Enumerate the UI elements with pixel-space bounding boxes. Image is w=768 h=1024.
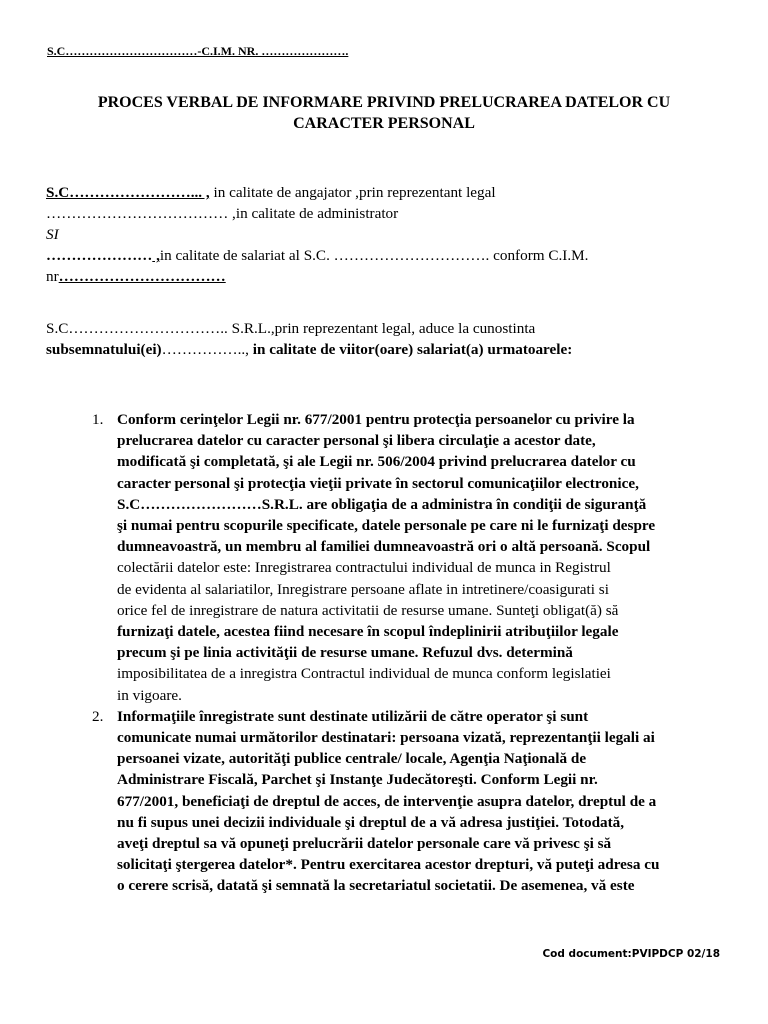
item1-line: imposibilitatea de a inregistra Contractul individual de munca conform legislatiei	[117, 665, 611, 683]
item1-line: modificată şi completată, şi ale Legii nr. 506/2004 privind prelucrarea datelor cu	[117, 453, 636, 471]
employer-sc: S.C……………………... ,	[46, 184, 210, 201]
employee-dots: …………………	[46, 247, 153, 264]
item2-line: Administrare Fiscală, Parchet şi Instanţe Judecătoreşti. Conform Legii nr.	[117, 771, 598, 789]
item1-line: de evidenta al salariatilor, Inregistrare persoane aflate in intretinere/coasigurati si	[117, 580, 609, 598]
item1-line: orice fel de inregistrare de natura activitatii de resurse umane. Sunteţi obligat(ă) să	[117, 601, 619, 619]
item1-line: prelucrarea datelor cu caracter personal şi libera circulaţie a acestor date,	[117, 432, 596, 450]
employee-role: in calitate de salariat al S.C. …………………………. conform C.I.M.	[159, 247, 589, 264]
intro-block	[46, 318, 726, 360]
title-line-2: CARACTER PERSONAL	[293, 115, 475, 132]
item2-line: aveţi dreptul sa vă opuneţi prelucrării datelor personale care vă privesc şi să	[117, 835, 612, 853]
item2-line: solicitaţi ştergerea datelor*. Pentru exercitarea acestor drepturi, vă puteţi adresa cu	[117, 856, 660, 874]
item1-line: precum şi pe linia activităţii de resurse umane. Refuzul dvs. determină	[117, 644, 573, 662]
item2-line: comunicate numai următorilor destinatari: persoana vizată, reprezentanţii legali ai	[117, 729, 655, 747]
nr-label: nr	[46, 268, 59, 285]
item2-line: 677/2001, beneficiaţi de dreptul de acces, de intervenţie asupra datelor, dreptul de a	[117, 792, 657, 810]
administrator-line: ……………………………… ,in calitate de administrator	[46, 205, 399, 222]
document-code: Cod document:PVIPDCP 02/18	[542, 948, 720, 960]
list-item-1	[92, 409, 732, 706]
intro-line-1: S.C………………………….. S.R.L.,prin reprezentant legal, aduce la cunostinta	[46, 320, 536, 337]
intro-line-2: subsemnatului(ei)…………….., in calitate de viitor(oare) salariat(a) urmatoarele:	[46, 341, 573, 358]
item1-line: caracter personal şi protecţia vieţii private în sectorul comunicaţiilor electronice,	[117, 474, 639, 492]
list-number: 1.	[92, 411, 104, 428]
list-number: 2.	[92, 707, 104, 725]
employer-role: in calitate de angajator ,prin reprezentant legal	[209, 184, 496, 201]
title-line-1: PROCES VERBAL DE INFORMARE PRIVIND PRELUCRAREA DATELOR CU	[97, 94, 671, 111]
nr-dots: ……………………………	[58, 268, 226, 285]
item2-line: Informaţiile înregistrate sunt destinate utilizării de către operator şi sunt	[117, 707, 589, 725]
si-line: SI	[46, 226, 59, 243]
item2-line: persoanei vizate, autorităţi publice centrale/ locale, Agenţia Naţională de	[117, 750, 587, 768]
item1-line: S.C……………………S.R.L. are obligaţia de a administra în condiţii de siguranţă	[117, 495, 647, 513]
cim-nr-line	[46, 266, 726, 287]
list-item-2	[92, 706, 732, 897]
parties-block	[46, 182, 726, 287]
item1-line: Conform cerinţelor Legii nr. 677/2001 pentru protecţia persoanelor cu privire la	[117, 411, 635, 428]
item1-line: colectării datelor este: Inregistrarea contractului individual de munca in Registrul	[117, 559, 611, 577]
employer-line	[46, 182, 726, 203]
item1-line: dumneavoastră, un membru al familiei dumneavoastră ori o altă persoană. Scopul	[117, 538, 651, 556]
employee-line	[46, 245, 726, 266]
company-cim-header: S.C……………………………-C.I.M. NR. ………………….	[47, 44, 349, 58]
item2-line: o cerere scrisă, datată şi semnată la secretariatul societatii. De asemenea, vă este	[117, 877, 635, 895]
numbered-list	[92, 409, 732, 897]
item1-line: şi numai pentru scopurile specificate, datele personale pe care ni le furnizaţi despre	[117, 517, 656, 535]
item1-line: in vigoare.	[117, 686, 182, 704]
item1-line: furnizaţi datele, acestea fiind necesare în scopul îndeplinirii atribuţiilor legale	[117, 623, 619, 641]
item2-line: nu fi supus unei decizii individuale şi dreptul de a vă adresa justiţiei. Totodată,	[117, 813, 625, 831]
document-title	[40, 92, 728, 134]
employee-comma: ,	[152, 247, 160, 264]
